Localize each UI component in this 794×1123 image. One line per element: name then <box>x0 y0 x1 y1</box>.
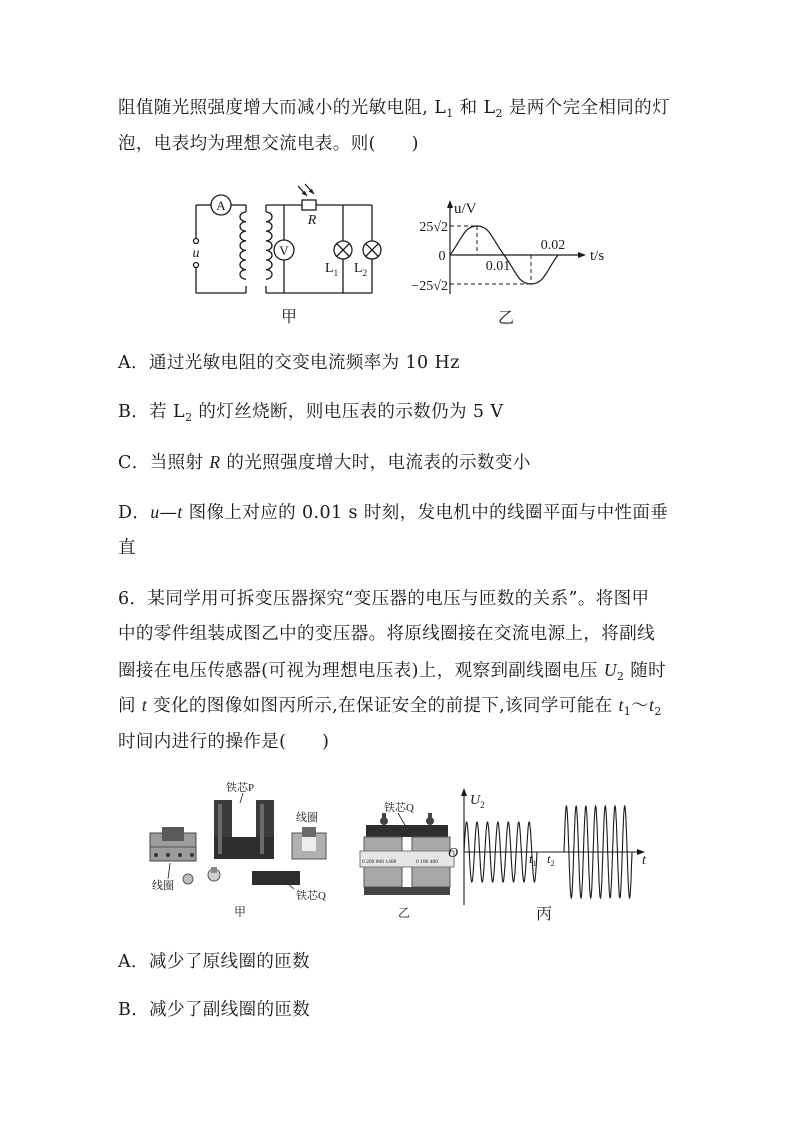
resistor-r-label: R <box>307 213 317 228</box>
problem6-line1: 6．某同学用可拆变压器探究“变压器的电压与匝数的关系”。将图甲 <box>118 589 650 609</box>
problem6-line2: 中的零件组装成图乙中的变压器。将原线圈接在交流电源上，将副线 <box>118 624 655 644</box>
caption-bing: 丙 <box>536 906 553 923</box>
scale-secondary: 0 100 400 <box>416 859 438 865</box>
scale-primary: 0 200 800 1400 <box>362 859 397 865</box>
tick-0.02: 0.02 <box>540 238 566 253</box>
core-p-image <box>214 800 274 859</box>
u2-axis-label: $U_2$ <box>470 793 485 810</box>
problem6-line4: 间 t 变化的图像如图丙所示,在保证安全的前提下,该同学可能在 $t_1\sim t_2$ <box>118 695 662 718</box>
option-6a: A．减少了原线圈的匝数 <box>118 952 311 972</box>
problem5-line2: 泡，电表均为理想交流电表。则( ) <box>118 134 419 154</box>
t-axis-label: t <box>642 853 646 868</box>
option-5b: B．若 $L_2$ 的灯丝烧断，则电压表的示数仍为 5 V <box>118 402 504 424</box>
caption-jia-6: 甲 <box>234 905 247 919</box>
voltmeter-label: V <box>279 243 289 258</box>
origin-label: 0 <box>438 249 446 264</box>
t1-label: $t_1$ <box>529 851 537 868</box>
source-u-label: u <box>192 246 200 261</box>
coil-right-image <box>292 827 326 859</box>
problem5-line1: 阻值随光照强度增大而减小的光敏电阻, $L_1$ 和 $L_2$ 是两个完全相同的灯 <box>118 98 670 120</box>
x-axis-label: t/s <box>590 248 605 264</box>
problem6-line3: 圈接在电压传感器(可视为理想电压表)上，观察到副线圈电压 $U_2$ 随时 <box>118 660 667 683</box>
ammeter-label: A <box>216 198 226 213</box>
core-q-label-assembled: 铁芯Q <box>384 802 414 814</box>
coil-label-left: 线圈 <box>152 880 174 892</box>
u2-waveform-amplitude-2 <box>564 806 632 898</box>
lamp-l2-label: $L_2$ <box>354 261 368 278</box>
u2-waveform-amplitude-1 <box>464 822 537 882</box>
ymin-label: −25√2 <box>411 279 448 294</box>
caption-yi-6: 乙 <box>398 906 411 920</box>
assembled-transformer-image <box>360 813 454 895</box>
coil-label-right: 线圈 <box>296 812 318 824</box>
option-5a: A．通过光敏电阻的交变电流频率为 10 Hz <box>118 353 460 373</box>
problem6-line5: 时间内进行的操作是( ) <box>118 732 330 752</box>
caption-jia: 甲 <box>281 307 298 326</box>
option-5d-line1: D．u—t 图像上对应的 0.01 s 时刻，发电机中的线圈平面与中性面垂 <box>118 502 669 523</box>
ymax-label: 25√2 <box>419 220 448 235</box>
origin-o-label: O <box>448 846 459 861</box>
option-6b: B．减少了副线圈的匝数 <box>118 1000 311 1020</box>
tick-0.01: 0.01 <box>485 259 511 274</box>
option-5c: C．当照射 R 的光照强度增大时，电流表的示数变小 <box>118 452 531 473</box>
option-5d-line2: 直 <box>118 538 136 558</box>
core-q-image <box>252 871 300 885</box>
y-axis-label: u/V <box>454 201 477 217</box>
lamp-l1-label: $L_1$ <box>325 261 339 278</box>
caption-yi: 乙 <box>498 308 515 327</box>
coil-left-image <box>150 827 196 861</box>
voltage-graph-yi <box>396 194 626 298</box>
core-q-label: 铁芯Q <box>296 890 326 902</box>
transformer-figures <box>140 775 660 925</box>
core-p-label: 铁芯P <box>226 782 255 794</box>
t2-label: $t_2$ <box>547 851 555 868</box>
